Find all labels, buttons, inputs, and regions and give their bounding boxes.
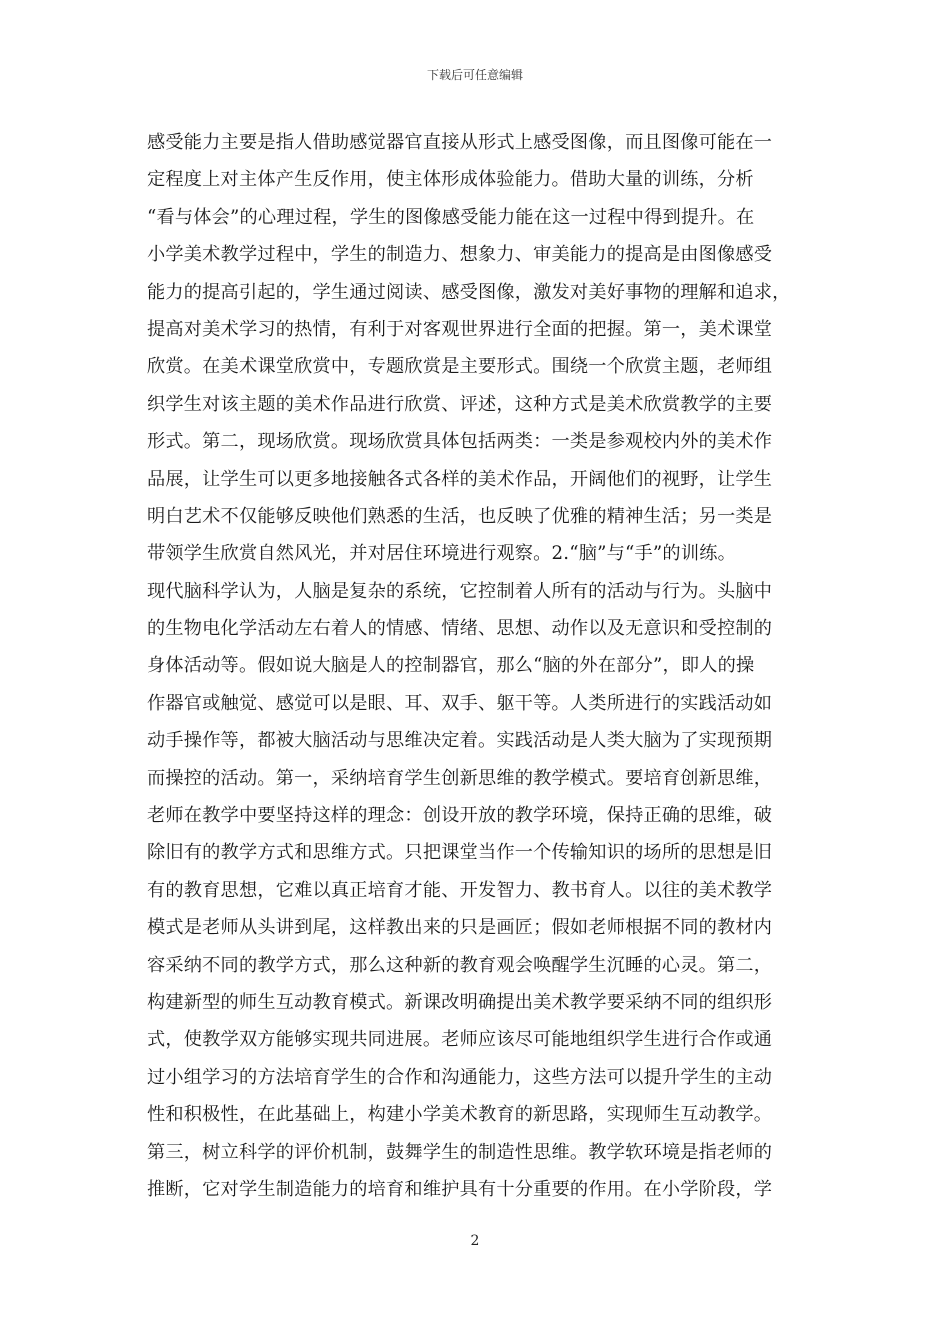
- text-line: 容采纳不同的教学方式，那么这种新的教育观会唤醒学生沉睡的心灵。第二，: [147, 954, 773, 976]
- text-line: 能力的提高引起的，学生通过阅读、感受图像，激发对美好事物的理解和追求，: [147, 281, 791, 303]
- text-line: 的生物电化学活动左右着人的情感、情绪、思想、动作以及无意识和受控制的: [147, 618, 773, 640]
- text-line: 明白艺术不仅能够反映他们熟悉的生活，也反映了优雅的精神生活；另一类是: [147, 505, 773, 527]
- text-line: 动手操作等，都被大脑活动与思维决定着。实践活动是人类大脑为了实现预期: [147, 730, 773, 752]
- text-line: 推断，它对学生制造能力的培育和维护具有十分重要的作用。在小学阶段，学: [147, 1178, 773, 1200]
- text-line: 模式是老师从头讲到尾，这样教出来的只是画匠；假如老师根据不同的教材内: [147, 917, 773, 939]
- text-line: 除旧有的教学方式和思维方式。只把课堂当作一个传输知识的场所的思想是旧: [147, 842, 773, 864]
- text-line: 欣赏。在美术课堂欣赏中，专题欣赏是主要形式。围绕一个欣赏主题，老师组: [147, 356, 773, 378]
- text-line: 形式。第二，现场欣赏。现场欣赏具体包括两类：一类是参观校内外的美术作: [147, 431, 773, 453]
- text-line: 作器官或触觉、感觉可以是眼、耳、双手、躯干等。人类所进行的实践活动如: [147, 692, 773, 714]
- page-number: 2: [470, 1233, 480, 1249]
- body-paragraph: [147, 124, 807, 1208]
- text-line: 式，使教学双方能够实现共同进展。老师应该尽可能地组织学生进行合作或通: [147, 1029, 773, 1051]
- text-line: 现代脑科学认为，人脑是复杂的系统，它控制着人所有的活动与行为。头脑中: [147, 580, 773, 602]
- text-line: 提高对美术学习的热情，有利于对客观世界进行全面的把握。第一，美术课堂: [147, 318, 773, 340]
- text-line: 老师在教学中要坚持这样的理念：创设开放的教学环境，保持正确的思维，破: [147, 805, 773, 827]
- text-line: 定程度上对主体产生反作用，使主体形成体验能力。借助大量的训练，分析: [147, 169, 754, 191]
- text-line: 织学生对该主题的美术作品进行欣赏、评述，这种方式是美术欣赏教学的主要: [147, 393, 773, 415]
- text-line: 构建新型的师生互动教育模式。新课改明确提出美术教学要采纳不同的组织形: [147, 991, 773, 1013]
- text-line: 品展，让学生可以更多地接触各式各样的美术作品，开阔他们的视野，让学生: [147, 468, 773, 490]
- text-line: 感受能力主要是指人借助感觉器官直接从形式上感受图像，而且图像可能在一: [147, 132, 773, 153]
- text-line: “看与体会”的心理过程，学生的图像感受能力能在这一过程中得到提升。在: [147, 206, 755, 228]
- text-line: 身体活动等。假如说大脑是人的控制器官，那么“脑的外在部分”，即人的操: [147, 655, 755, 677]
- text-line: 有的教育思想，它难以真正培育才能、开发智力、教书育人。以往的美术教学: [147, 879, 773, 901]
- text-line: 过小组学习的方法培育学生的合作和沟通能力，这些方法可以提升学生的主动: [147, 1066, 773, 1088]
- text-line: 带领学生欣赏自然风光，并对居住环境进行观察。2.“脑”与“手”的训练。: [147, 543, 736, 565]
- text-line: 第三，树立科学的评价机制，鼓舞学生的制造性思维。教学软环境是指老师的: [147, 1141, 773, 1163]
- text-line: 而操控的活动。第一，采纳培育学生创新思维的教学模式。要培育创新思维，: [147, 767, 773, 789]
- page-header: 下载后可任意编辑: [426, 68, 523, 82]
- text-line: 小学美术教学过程中，学生的制造力、想象力、审美能力的提高是由图像感受: [147, 244, 773, 266]
- text-line: 性和积极性，在此基础上，构建小学美术教育的新思路，实现师生互动教学。: [147, 1104, 773, 1126]
